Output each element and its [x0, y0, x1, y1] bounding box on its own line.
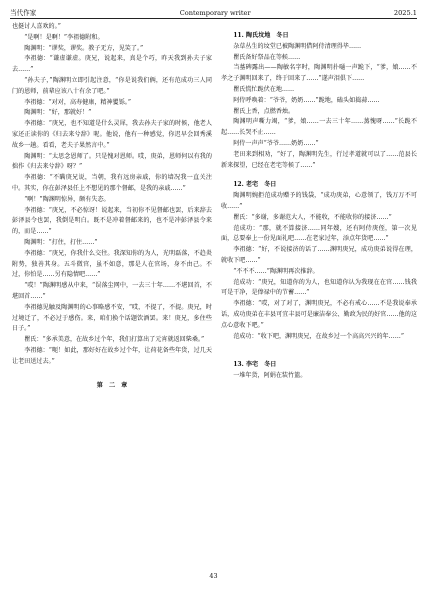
chapter-heading: 第 二 章 — [96, 381, 128, 389]
paragraph: 陶渊明：“打住，打住……” — [24, 238, 98, 246]
paragraph: 杂草丛生的坟堂已被陶渊明借阿侍清理得毕…… — [233, 42, 362, 50]
left-column — [12, 22, 212, 562]
paragraph: 瞿氏慌忙跪伏在地…… — [233, 85, 295, 93]
paragraph: “是啊！是啊！”李祖德附和。 — [24, 33, 104, 41]
paragraph: 瞿氏上香，点燃香烛。 — [233, 107, 295, 115]
paragraph: 陶渊明：“太思念恩师了。只是愧对恩师。哎，庚弟，恩师何以有我的拙作《归去来兮辞》呀？” — [12, 152, 212, 171]
scene-heading: 13. 李宅 冬日 — [233, 361, 277, 369]
scene-heading: 11. 陶氏坟地 冬日 — [233, 32, 289, 39]
paragraph: 瞿氏：“多谢，多谢范大人，不能收，不能收你的接济……” — [233, 213, 392, 221]
issue-number: 2025.1 — [393, 9, 417, 17]
paragraph: 当墓碑露出——陶敏名字时，陶渊明扑嗵一声跪下，“爹，娘……不孝之子渊明回来了，终于回来了……”遂声泪俱下…… — [221, 64, 417, 83]
paragraph: 陶渊明声嘶力竭，“爹，娘……一去三十年……蒸愧呀……”长跪不起……长哭不止…… — [221, 118, 417, 137]
paragraph: 阿侍呼唤着：“爷爷，奶奶……”跪地，磕头如捣蒜…… — [233, 96, 380, 104]
journal-title-cn: 当代作家 — [10, 9, 37, 17]
paragraph: 阿侍一声声“爷爷……奶奶……” — [233, 139, 319, 147]
spacer — [221, 351, 417, 360]
spacer — [221, 342, 417, 351]
header-rule — [10, 18, 417, 19]
spacer — [221, 22, 417, 31]
paragraph: 李祖德：“谦虚谦虚。庚兄，说起来，真是个巧，昨天我到孙夫子家去……” — [12, 55, 212, 74]
page-number: 43 — [209, 572, 218, 580]
paragraph: 李祖德：“呃！如此，那好好在故乡过个年，让荷花备些年货，过几天让老田送过去。” — [12, 346, 212, 365]
paragraph: 范成功：“收下吧，渊明庚兄，在故乡过一个高高兴兴的年……” — [233, 332, 404, 340]
paragraph: 李祖德：“哎，对了对了，渊明庚兄，不必有戒心……不是我说奉承话，成功庚弟在丰县可宜丰县可是廉洁奉公、勤政为民的好官……他的这点心意收下吧。” — [221, 300, 417, 329]
paragraph: 陶渊明婉拒范成功赠予的钱袋，“成功庚弟，心意领了，钱万万不可收……” — [221, 192, 417, 210]
paragraph: 李祖德：“好，不说接济的话了……渊明庚兄，成功庚弟说得在理，就收下吧……” — [221, 246, 417, 264]
paragraph: 李祖德：“庚兄，你我什么交往。我深知你的为人，光明磊落，不趋炎附势，独善其身。五斗微官，虽不如意，那是人在官场，身不由己。不过，你怕是……另有隐情吧……” — [12, 249, 212, 279]
paragraph: 瞿氏备好祭品在等候…… — [233, 53, 301, 61]
running-header — [10, 4, 417, 17]
paragraph: 李祖德：“庚兄，也不知道是什么灵犀，我去孙夫子家的时候，他老人家还正读你的《归去来兮辞》呢。他说，他有一种感觉，你迟早会回秀溪故乡一趟。看看，老夫子果然言中。” — [12, 120, 212, 149]
paragraph: “不不不……”陶渊明再次推辞。 — [233, 267, 319, 275]
paragraph: 陶渊明：“谬奖，谬奖。教子无方，见笑了。” — [24, 44, 144, 52]
spacer — [12, 368, 212, 377]
paragraph: 陶渊明：“好，那就好！” — [24, 109, 92, 117]
paragraph: 也挺讨人喜欢的。” — [12, 23, 61, 30]
paragraph: 老田来到相劝，“好了，陶渊明先生，行过孝道就可以了……范县长新来探望，已经在老宅等候了……” — [221, 150, 417, 169]
paragraph: 李祖德见触及陶渊明的心事略感不安，“哎，不提了，不提。庚兄，时过境迁了，不必过于感伤。来，咱们换个话题饮酒罢。来！庚兄，多住些日子。” — [12, 303, 212, 333]
paragraph: 李祖德：“不瞒庚兄说，当朝，我有远房亲戚，你的墙况我一直关注中。其实，你在彭泽县任上不想见的那个督邮，是我的亲戚……” — [12, 174, 212, 192]
spacer — [221, 171, 417, 180]
paragraph: 范成功：“庚兄，知道你的为人，也知道你认为我现在在官……钱我可是干净，是俸禄中的节蓄……” — [221, 278, 417, 297]
paragraph: 瞿氏：“多承美意，在故乡过个年，我们打算出了元宵就返回柴桑。” — [24, 336, 205, 344]
right-column — [221, 22, 417, 562]
journal-title-en: Contemporary writer — [179, 9, 251, 17]
paragraph: 李祖德：“对对，高寿健康，精神矍铄。” — [24, 98, 131, 106]
paragraph: 范成功：“那，就不算接济……同年嫂，还有阿侍庚侄，第一次见面，总要奉上一份见面礼吧……在老家过年，添点年货吧……” — [221, 224, 417, 243]
scene-heading: 12. 老宅 冬日 — [233, 181, 277, 189]
paragraph: “哎！”陶渊明感从中来，“误落尘网中，一去三十年……不堪回首，不堪回首……” — [12, 282, 212, 300]
paragraph: 一堆年货，阿娟在装竹篮。 — [233, 372, 307, 380]
paragraph: 李祖德：“庚兄，不必惊讶！说起来，当初你不见督邮也罢，后来辞去彭泽县令也罢，我倒是明白。既不是冲着督邮来的，也不是冲彭泽县令来的，而是……” — [12, 206, 212, 236]
paragraph: “啊！”陶渊明惊异，颇有失态。 — [24, 195, 110, 203]
paragraph: “孙夫子，”陶渊明立即引起注意，“你是说我们俩，还有范成功三人同门的恩师，前辈应该八十有余了吧。” — [12, 76, 212, 95]
